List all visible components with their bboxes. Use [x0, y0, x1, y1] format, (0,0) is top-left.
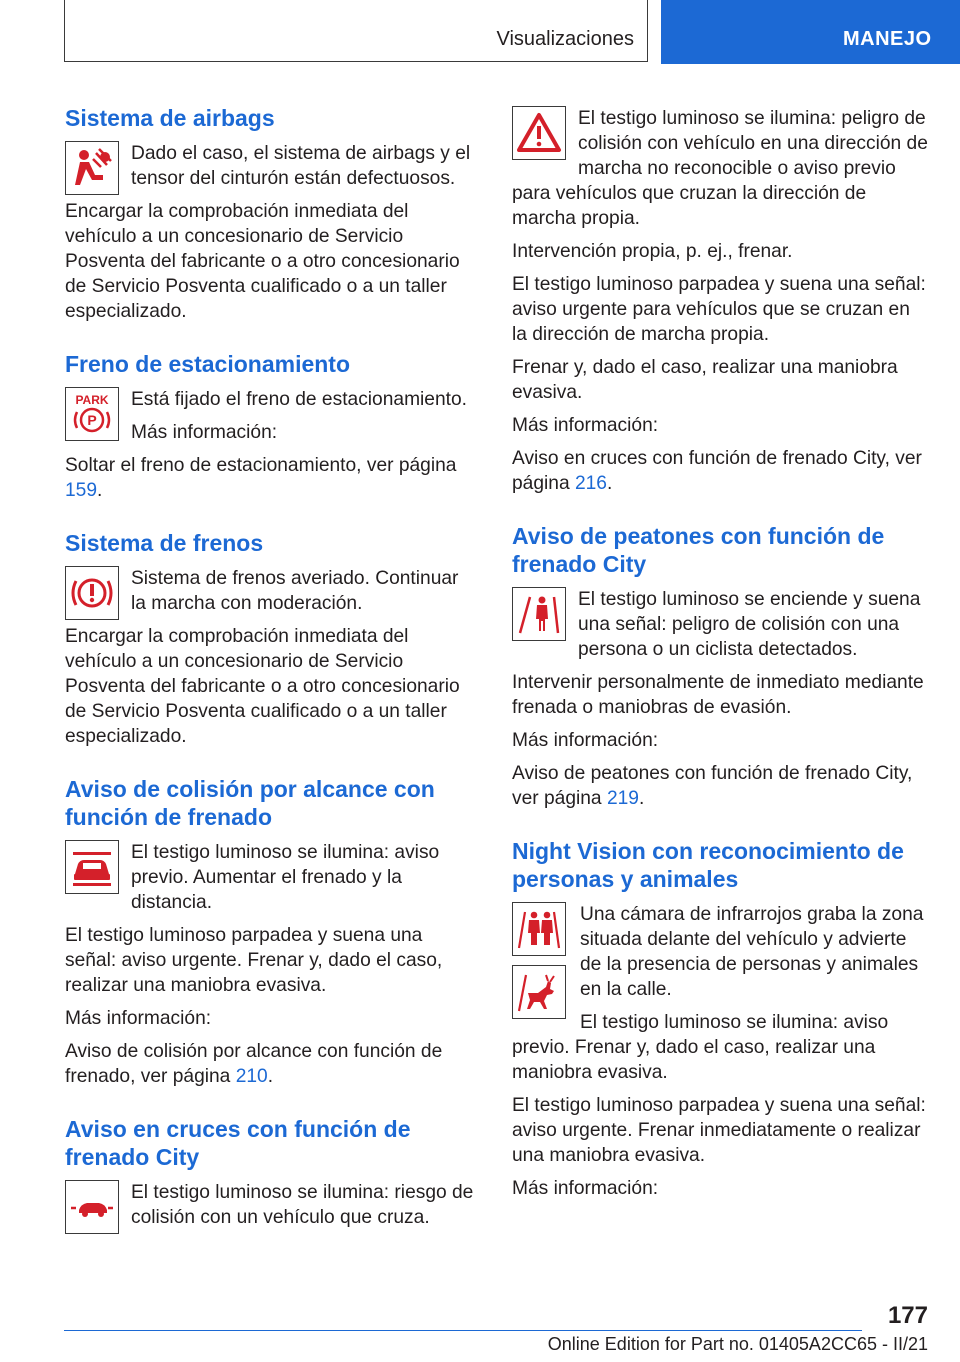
- brake-system-icon: [65, 566, 119, 620]
- warning-triangle-icon: [512, 106, 566, 160]
- header-chapter-label: MANEJO: [843, 28, 932, 50]
- footer-divider: [64, 1330, 862, 1331]
- paragraph: Más información:: [512, 1178, 659, 1199]
- section-title: Aviso en cruces con función de frenado City: [65, 1116, 411, 1170]
- section-airbags: [65, 104, 475, 324]
- paragraph: El testigo luminoso se ilumina: aviso previo. Aumentar el frenado y la distancia.: [131, 842, 440, 913]
- section-parking-brake: [65, 350, 475, 503]
- section-crossing-traffic: [65, 1115, 475, 1230]
- paragraph: Intervenir personalmente de inmediato mediante frenada o maniobras de evasión.: [512, 672, 924, 718]
- section-brake-system: [65, 529, 475, 749]
- text: Aviso de colisión por alcance con función de frenado, ver página: [65, 1041, 443, 1087]
- paragraph: El testigo luminoso parpadea y suena una señal: aviso urgente. Frenar inmediatamente o realizar una maniobra evasiva.: [512, 1095, 926, 1166]
- paragraph: Aviso en cruces con función de frenado City, ver página 216.: [512, 448, 922, 494]
- footer-edition: Online Edition for Part no. 01405A2CC65 - II/21: [547, 1334, 928, 1354]
- paragraph: El testigo luminoso se ilumina: peligro de colisión con vehículo en una dirección de marcha no reconocible o aviso previo para vehículos que cruzan la dirección de marcha propia.: [512, 108, 928, 229]
- paragraph: Encargar la comprobación inmediata del vehículo a un concesionario de Servicio Posventa del fabricante o a otro concesionario de Servicio Posventa cualificado o a un taller especializado.: [65, 626, 460, 747]
- paragraph: Aviso de colisión por alcance con función de frenado, ver página 210.: [65, 1041, 443, 1087]
- section-front-collision: [65, 775, 475, 1089]
- section-crossing-traffic-continued: [512, 106, 930, 496]
- section-night-vision: [512, 837, 930, 1201]
- airbag-warning-icon: [65, 141, 119, 195]
- paragraph: El testigo luminoso se enciende y suena una señal: peligro de colisión con una persona o un ciclista detectados.: [578, 589, 921, 660]
- section-title: Sistema de airbags: [65, 105, 275, 131]
- persons-warning-icon: [512, 902, 566, 956]
- section-title: Night Vision con reconocimiento de personas y animales: [512, 838, 904, 892]
- right-column: [512, 100, 930, 1209]
- paragraph: Más información:: [65, 1008, 212, 1029]
- animal-warning-icon: [512, 965, 566, 1019]
- paragraph: Más información:: [131, 422, 278, 443]
- section-title: Sistema de frenos: [65, 530, 264, 556]
- text: Aviso de peatones con función de frenado City, ver página: [512, 763, 913, 809]
- paragraph: Frenar y, dado el caso, realizar una maniobra evasiva.: [512, 357, 898, 403]
- svg-text:PARK: PARK: [75, 393, 109, 407]
- section-pedestrian-warning: [512, 522, 930, 811]
- header-section-title: Visualizaciones: [496, 28, 634, 50]
- paragraph: Soltar el freno de estacionamiento, ver página 159.: [65, 455, 457, 501]
- section-title: Aviso de peatones con función de frenado City: [512, 523, 885, 577]
- page-number: 177: [887, 1302, 928, 1329]
- paragraph: Está fijado el freno de estacionamiento.: [131, 389, 467, 410]
- svg-text:P: P: [87, 412, 97, 428]
- paragraph: Dado el caso, el sistema de airbags y el tensor del cinturón están defectuosos.: [131, 143, 471, 189]
- text: Aviso en cruces con función de frenado City, ver página: [512, 448, 922, 494]
- section-title: Freno de estacionamiento: [65, 351, 351, 377]
- paragraph: El testigo luminoso parpadea y suena una señal: aviso urgente. Frenar y, dado el caso, realizar una maniobra evasiva.: [65, 925, 443, 996]
- left-column: [65, 100, 475, 1238]
- header-chapter-tab[interactable]: [661, 0, 960, 64]
- paragraph: Aviso de peatones con función de frenado City, ver página 219.: [512, 763, 913, 809]
- crossing-traffic-icon: [65, 1180, 119, 1234]
- paragraph: Una cámara de infrarrojos graba la zona situada delante del vehículo y advierte de la presencia de personas y animales en la calle.: [580, 904, 924, 1000]
- page-link[interactable]: 159: [65, 480, 98, 501]
- night-vision-icons: [512, 902, 568, 1028]
- paragraph: Encargar la comprobación inmediata del vehículo a un concesionario de Servicio Posventa del fabricante o a otro concesionario de Servicio Posventa cualificado o a un taller especializado.: [65, 201, 460, 322]
- page-link[interactable]: 219: [606, 788, 639, 809]
- pedestrian-warning-icon: [512, 587, 566, 641]
- page-link[interactable]: 216: [574, 473, 607, 494]
- paragraph: Más información:: [512, 730, 659, 751]
- paragraph: El testigo luminoso se ilumina: riesgo de colisión con un vehículo que cruza.: [131, 1182, 474, 1228]
- section-title: Aviso de colisión por alcance con función de frenado: [65, 776, 435, 830]
- paragraph: Más información:: [512, 415, 659, 436]
- paragraph: Intervención propia, p. ej., frenar.: [512, 241, 793, 262]
- text: Soltar el freno de estacionamiento, ver página: [65, 455, 457, 476]
- page-link[interactable]: 210: [235, 1066, 268, 1087]
- park-brake-icon: [65, 387, 119, 441]
- paragraph: El testigo luminoso parpadea y suena una señal: aviso urgente para vehículos que se cruzan en la dirección de marcha propia.: [512, 274, 926, 345]
- paragraph: El testigo luminoso se ilumina: aviso previo. Frenar y, dado el caso, realizar una maniobra evasiva.: [512, 1012, 889, 1083]
- front-collision-icon: [65, 840, 119, 894]
- paragraph: Sistema de frenos averiado. Continuar la marcha con moderación.: [131, 568, 459, 614]
